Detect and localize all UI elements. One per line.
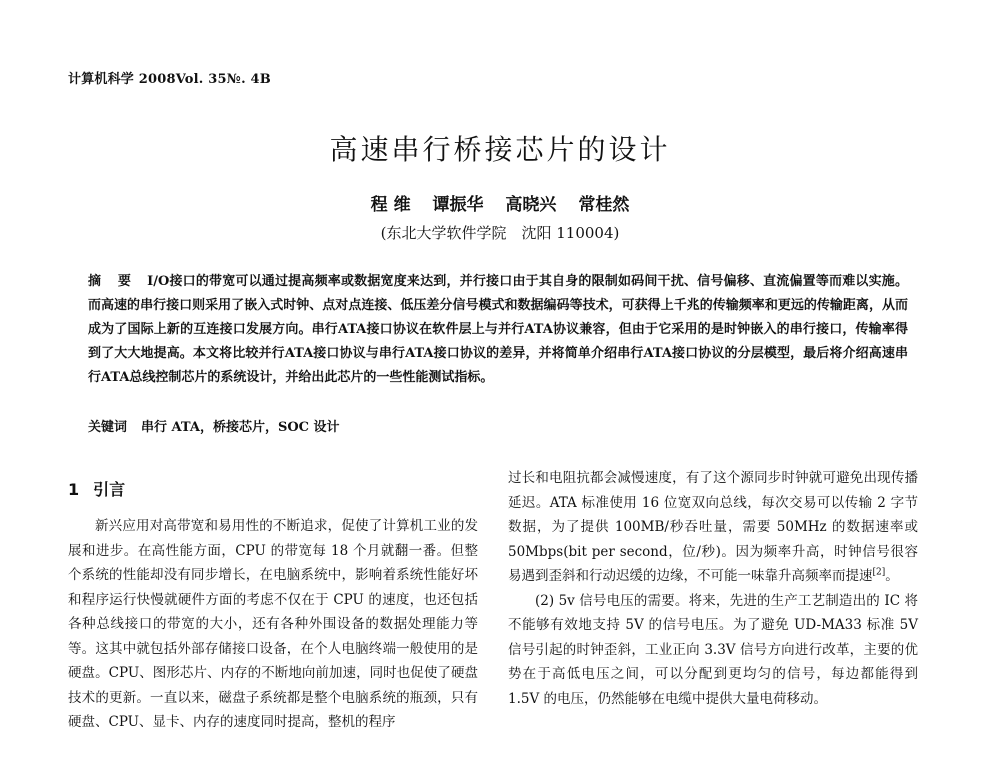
abstract-label: 摘 要: [88, 274, 138, 289]
keywords-text: 串行 ATA，桥接芯片，SOC 设计: [141, 420, 340, 435]
left-column: [68, 478, 478, 735]
keywords: [88, 417, 908, 439]
body-paragraph: [508, 466, 918, 589]
abstract: [88, 270, 908, 390]
body-paragraph: (2) 5v 信号电压的需要。将来，先进的生产工艺制造出的 IC 将不能够有效地支持 5V 的信号电压。为了避免 UD-MA33 标准 5V 信号引起的时钟歪斜，工业正向 3.3V 信号方向进行改革，主要的优势在于高低电压之间，可以分配到更均匀的信号，每边都能得到 1.5V 的电压，仍然能够在电缆中提供大量电荷移动。: [508, 592, 918, 707]
paragraph-end: 。: [885, 568, 899, 584]
author: 常桂然: [578, 195, 630, 215]
paragraph-text: 过长和电阻抗都会减慢速度，有了这个源同步时钟就可避免出现传播延迟。ATA 标准使用 16 位宽双向总线，每次交易可以传输 2 字节数据，为了提供 100MB/秒吞吐量，需要 50MHz 的数据速率或 50Mbps(bit per second，位/秒)。因为频率升高，时钟信号很容易遇到歪斜和行动迟缓的边缘，不可能一味靠升高频率而提速: [508, 470, 918, 584]
paper-title: 高速串行桥接芯片的设计: [329, 133, 671, 166]
section-title: 引言: [93, 480, 126, 499]
author: 程 维: [370, 195, 411, 215]
affiliation: (东北大学软件学院 沈阳 110004): [380, 224, 620, 242]
abstract-text: I/O接口的带宽可以通过提高频率或数据宽度来达到，并行接口由于其自身的限制如码间干扰、信号偏移、直流偏置等而难以实施。而高速的串行接口则采用了嵌入式时钟、点对点连接、低压差分信号模式和数据编码等技术，可获得上千兆的传输频率和更远的传输距离，从而成为了国际上新的互连接口发展方向。串行ATA接口协议在软件层上与并行ATA协议兼容，但由于它采用的是时钟嵌入的串行接口，传输率得到了大大地提高。本文将比较并行ATA接口协议与串行ATA接口协议的差异，并将简单介绍串行ATA接口协议的分层模型，最后将介绍高速串行ATA总线控制芯片的系统设计，并给出此芯片的一些性能测试指标。: [88, 274, 909, 385]
section-number: 1: [68, 480, 80, 499]
section-heading: [68, 478, 478, 502]
body-paragraph: 新兴应用对高带宽和易用性的不断追求，促使了计算机工业的发展和进步。在高性能方面，CPU 的带宽每 18 个月就翻一番。但整个系统的性能却没有同步增长，在电脑系统中，影响着系统性能好坏和程序运行快慢就硬件方面的考虑不仅在于 CPU 的速度，也还包括各种总线接口的带宽的大小，还有各种外围设备的数据处理能力等等。这其中就包括外部存储接口设备，在个人电脑终端一般使用的是硬盘。CPU、图形芯片、内存的不断地向前加速，同时也促使了硬盘技术的更新。一直以来，磁盘子系统都是整个电脑系统的瓶颈，只有硬盘、CPU、显卡、内存的速度同时提高，整机的程序: [68, 518, 478, 730]
author: 高晓兴: [505, 195, 557, 215]
right-column: [508, 466, 918, 711]
author-list: [0, 190, 1000, 215]
author: 谭振华: [432, 195, 484, 215]
citation-ref: [2]: [872, 567, 886, 578]
journal-header: 计算机科学 2008Vol. 35№. 4B: [68, 72, 271, 87]
keywords-label: 关键词: [88, 420, 128, 435]
